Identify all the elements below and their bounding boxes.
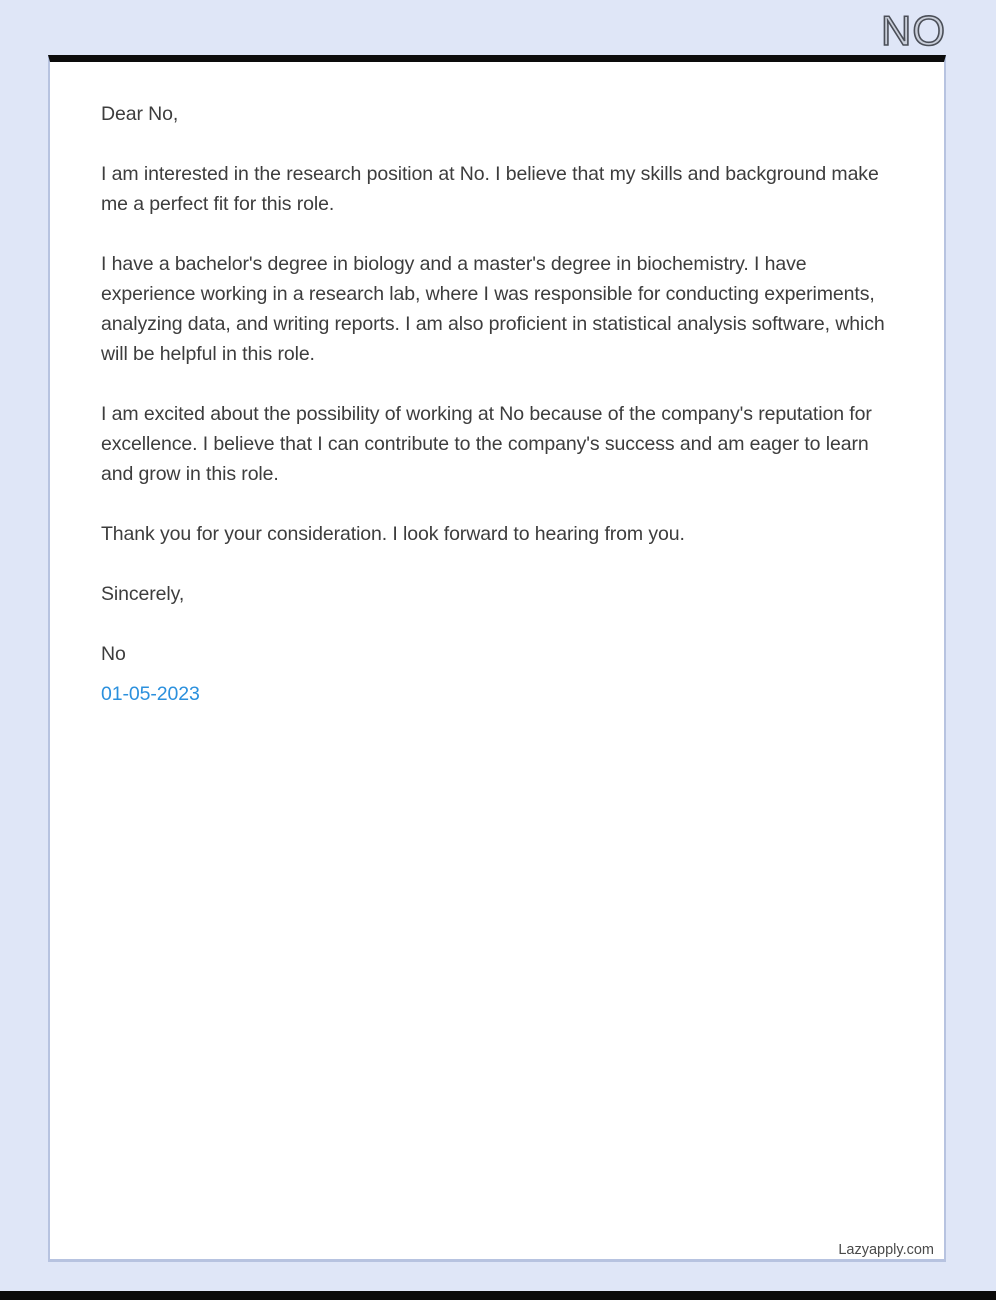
letter-paragraph-intro: I am interested in the research position at No. I believe that my skills and background make me a perfect fit for this role. (101, 163, 879, 215)
letter-paragraph-motivation: I am excited about the possibility of working at No because of the company's reputation for excellence. I believe that I can contribute to the company's success and am eager to learn and grow in this role. (101, 403, 872, 485)
letter-signature: No (101, 643, 126, 665)
letter-date: 01-05-2023 (101, 683, 200, 705)
letter-paragraph-qualifications: I have a bachelor's degree in biology and a master's degree in biochemistry. I have experience working in a research lab, where I was responsible for conducting experiments, analyzing data, and writing reports. I am also proficient in statistical analysis software, which will be helpful in this role. (101, 253, 885, 365)
letter-closing: Sincerely, (101, 583, 185, 605)
bottom-black-bar (0, 1291, 996, 1300)
letter-paragraph-thanks: Thank you for your consideration. I look forward to hearing from you. (101, 523, 685, 545)
company-logo: NO (881, 7, 946, 54)
lazyapply-watermark: Lazyapply.com (838, 1242, 934, 1258)
letter-greeting: Dear No, (101, 103, 179, 125)
letter-body (50, 62, 944, 709)
cover-letter-document (48, 55, 946, 1262)
